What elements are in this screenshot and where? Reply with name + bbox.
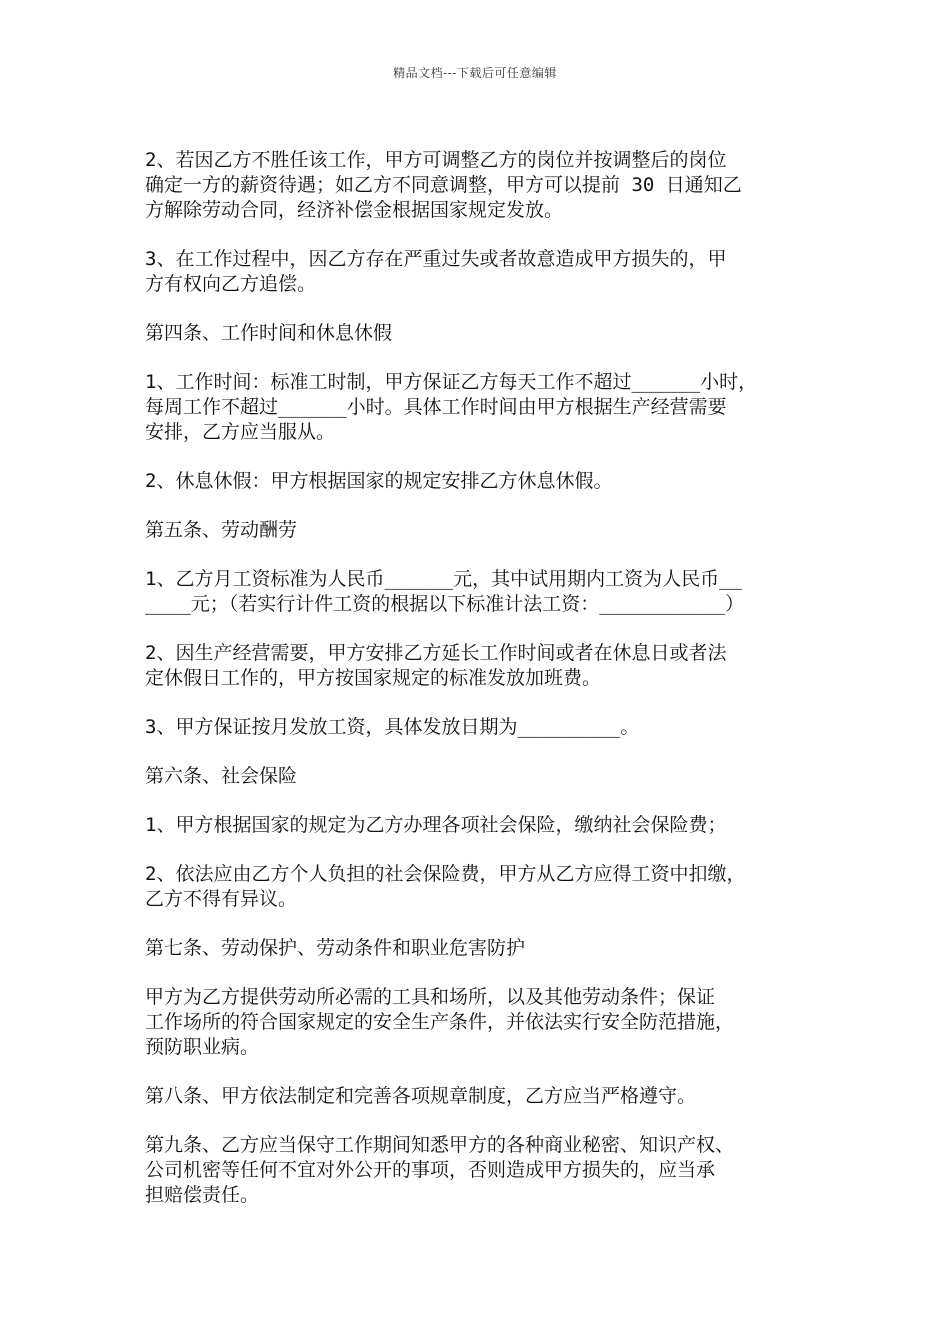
paragraph [145, 813, 810, 838]
paragraph-line: 2、因生产经营需要，甲方安排乙方延长工作时间或者在休息日或者法 [145, 642, 727, 664]
paragraph-line: 1、甲方根据国家的规定为乙方办理各项社会保险，缴纳社会保险费； [145, 814, 727, 836]
paragraph-line: 3、甲方保证按月发放工资，具体发放日期为_________。 [145, 716, 640, 738]
paragraph-line: 确定一方的薪资待遇；如乙方不同意调整，甲方可以提前 30 日通知乙 [145, 174, 742, 196]
paragraph-line: 1、乙方月工资标准为人民币______元，其中试用期内工资为人民币__ [145, 568, 742, 590]
paragraph-line: 担赔偿责任。 [145, 1184, 260, 1206]
paragraph [145, 469, 810, 494]
paragraph-line: 第六条、社会保险 [145, 765, 298, 787]
paragraph [145, 936, 810, 961]
paragraph [145, 370, 810, 445]
paragraph-line: 2、依法应由乙方个人负担的社会保险费，甲方从乙方应得工资中扣缴， [145, 863, 746, 885]
paragraph-line: 第八条、甲方依法制定和完善各项规章制度，乙方应当严格遵守。 [145, 1085, 697, 1107]
paragraph [145, 764, 810, 789]
paragraph [145, 715, 810, 740]
paragraph-line: 第九条、乙方应当保守工作期间知悉甲方的各种商业秘密、知识产权、 [145, 1134, 735, 1156]
paragraph-line: 预防职业病。 [145, 1036, 260, 1058]
paragraph-line: 安排，乙方应当服从。 [145, 421, 336, 443]
paragraph-line: 工作场所的符合国家规定的安全生产条件，并依法实行安全防范措施， [145, 1011, 735, 1033]
paragraph [145, 518, 810, 543]
paragraph-line: 第四条、工作时间和休息休假 [145, 322, 393, 344]
paragraph-line: 公司机密等任何不宜对外公开的事项，否则造成甲方损失的，应当承 [145, 1159, 716, 1181]
paragraph [145, 985, 810, 1060]
paragraph [145, 1084, 810, 1109]
paragraph-line: 第五条、劳动酬劳 [145, 519, 298, 541]
paragraph-line: 定休假日工作的，甲方按国家规定的标准发放加班费。 [145, 667, 602, 689]
paragraph [145, 567, 810, 617]
paragraph [145, 862, 810, 912]
page-header: 精品文档---下载后可任意编辑 [393, 66, 557, 80]
paragraph [145, 1133, 810, 1208]
paragraph-line: 方有权向乙方追偿。 [145, 273, 317, 295]
paragraph-line: ____元；（若实行计件工资的根据以下标准计法工资：___________） [145, 593, 745, 615]
paragraph [145, 321, 810, 346]
paragraph-line: 3、在工作过程中，因乙方存在严重过失或者故意造成甲方损失的，甲 [145, 248, 727, 270]
paragraph-line: 第七条、劳动保护、劳动条件和职业危害防护 [145, 937, 526, 959]
paragraph-line: 每周工作不超过______小时。具体工作时间由甲方根据生产经营需要 [145, 396, 727, 418]
paragraph [145, 148, 810, 223]
paragraph [145, 641, 810, 691]
paragraph-line: 1、工作时间：标准工时制，甲方保证乙方每天工作不超过______小时， [145, 371, 758, 393]
paragraph-line: 甲方为乙方提供劳动所必需的工具和场所，以及其他劳动条件；保证 [145, 986, 716, 1008]
paragraph-line: 乙方不得有异议。 [145, 888, 298, 910]
document-body [145, 148, 810, 1232]
paragraph-line: 2、休息休假：甲方根据国家的规定安排乙方休息休假。 [145, 470, 613, 492]
paragraph-line: 2、若因乙方不胜任该工作，甲方可调整乙方的岗位并按调整后的岗位 [145, 149, 727, 171]
paragraph [145, 247, 810, 297]
paragraph-line: 方解除劳动合同，经济补偿金根据国家规定发放。 [145, 199, 564, 221]
